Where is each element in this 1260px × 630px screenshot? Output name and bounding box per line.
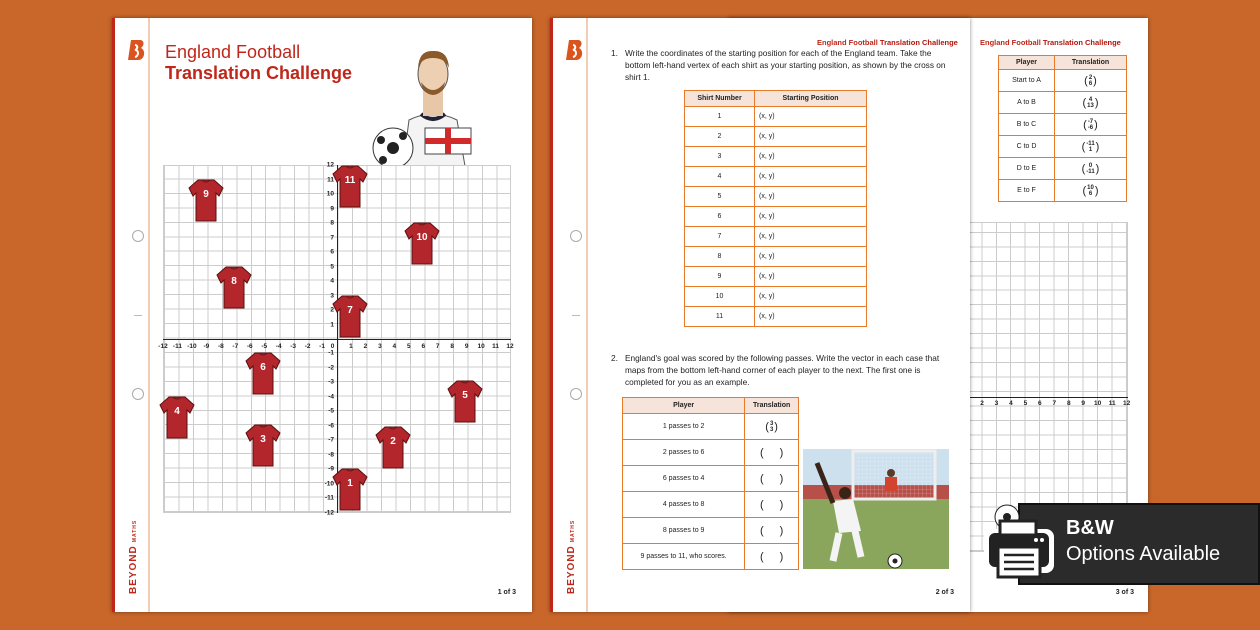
vector-values bbox=[1086, 163, 1094, 175]
y-tick-label: -7 bbox=[328, 436, 334, 444]
shirt-number: 3 bbox=[260, 434, 266, 445]
x-tick-label: -9 bbox=[203, 343, 210, 350]
vector-bottom: 13 bbox=[1087, 102, 1094, 109]
footballer-illustration bbox=[353, 40, 513, 166]
player-cell: 9 passes to 11, who scores. bbox=[623, 544, 745, 570]
vector-values bbox=[1089, 75, 1092, 87]
shirt-number: 5 bbox=[462, 390, 468, 401]
x-tick-label: -1 bbox=[319, 343, 325, 350]
x-tick-label: -2 bbox=[304, 343, 311, 350]
table-row bbox=[999, 136, 1127, 158]
x-tick-label: 12 bbox=[506, 343, 514, 350]
shirt-number: 10 bbox=[416, 232, 428, 243]
shirt-11 bbox=[332, 164, 368, 208]
player-cell: B to C bbox=[999, 114, 1055, 136]
table-row bbox=[623, 440, 799, 466]
x-tick-label: 6 bbox=[1038, 400, 1042, 407]
vector-top: 2 bbox=[1088, 74, 1093, 81]
shirt-number: 9 bbox=[203, 189, 209, 200]
player-cell: 6 passes to 4 bbox=[623, 466, 745, 492]
brand-logo-text: BEYONDMATHS bbox=[566, 519, 577, 594]
vector-top: 4 bbox=[1088, 96, 1093, 103]
margin-line bbox=[586, 18, 588, 612]
table-row bbox=[623, 544, 799, 570]
vector-top: 10 bbox=[1087, 184, 1094, 191]
y-tick-label: -6 bbox=[328, 422, 334, 430]
vector-values bbox=[1086, 141, 1094, 153]
vector-values bbox=[1087, 185, 1094, 197]
page-header: England Football Translation Challenge bbox=[817, 38, 958, 47]
vector: ( -7 -6 ) bbox=[1083, 118, 1098, 131]
x-tick-label: 8 bbox=[450, 343, 454, 350]
x-tick-label: 7 bbox=[435, 343, 440, 350]
translation-cell bbox=[745, 544, 799, 570]
player-cell: D to E bbox=[999, 158, 1055, 180]
y-tick-label: 2 bbox=[330, 306, 334, 314]
shirt-number: 11 bbox=[344, 175, 356, 186]
vector-bottom: -11 bbox=[1086, 168, 1095, 175]
translation-cell bbox=[1054, 158, 1126, 180]
vector: ( 0 -11 ) bbox=[1081, 162, 1100, 175]
table-row bbox=[685, 287, 867, 307]
vector-top: -7 bbox=[1087, 118, 1094, 125]
x-tick-label: 9 bbox=[1081, 400, 1086, 407]
shirt-2 bbox=[375, 425, 411, 469]
shirt-number-cell: 3 bbox=[685, 147, 755, 167]
vector: ( ) bbox=[759, 550, 784, 563]
printer-icon bbox=[980, 495, 1060, 585]
shirt-number-cell: 1 bbox=[685, 107, 755, 127]
vector-values bbox=[1088, 119, 1093, 131]
x-tick-label: 4 bbox=[392, 343, 397, 350]
x-tick-label: 9 bbox=[464, 343, 469, 350]
vector: ( -11 1 ) bbox=[1081, 140, 1100, 153]
y-tick-label: -10 bbox=[324, 480, 334, 488]
shirt-number-cell: 5 bbox=[685, 187, 755, 207]
y-tick-label: -5 bbox=[328, 407, 334, 415]
shirt-number: 4 bbox=[174, 406, 180, 417]
shirt-7 bbox=[332, 294, 368, 338]
x-tick-label: -7 bbox=[232, 343, 239, 350]
badge-subtitle: Options Available bbox=[1066, 543, 1221, 565]
shirt-number: 2 bbox=[390, 436, 396, 447]
x-tick-label: 8 bbox=[1066, 400, 1071, 407]
table-row bbox=[999, 158, 1127, 180]
table-row bbox=[623, 492, 799, 518]
table-row bbox=[685, 107, 867, 127]
y-tick-label: -2 bbox=[328, 364, 334, 372]
vector: ( ) bbox=[759, 524, 784, 537]
starting-position-cell: (x, y) bbox=[755, 187, 867, 207]
table-row bbox=[623, 466, 799, 492]
logo-icon bbox=[565, 38, 585, 62]
y-tick-label: -9 bbox=[328, 465, 334, 473]
page-title: England Football Translation Challenge bbox=[165, 42, 353, 83]
shirt-number-cell: 6 bbox=[685, 207, 755, 227]
x-tick-label: 10 bbox=[477, 343, 485, 350]
table-row bbox=[685, 187, 867, 207]
vector: ( ) bbox=[759, 472, 784, 485]
starting-position-cell: (x, y) bbox=[755, 127, 867, 147]
table-row bbox=[685, 267, 867, 287]
x-tick-label: -8 bbox=[217, 343, 224, 350]
x-tick-label: 2 bbox=[363, 343, 368, 350]
starting-position-cell: (x, y) bbox=[755, 247, 867, 267]
starting-position-cell: (x, y) bbox=[755, 147, 867, 167]
x-tick-label: 1 bbox=[349, 343, 353, 350]
translation-cell bbox=[745, 466, 799, 492]
y-tick-label: 9 bbox=[330, 205, 334, 213]
shirt-3 bbox=[245, 423, 281, 467]
x-tick-label: -3 bbox=[290, 343, 297, 350]
player-cell: E to F bbox=[999, 180, 1055, 202]
y-axis bbox=[337, 165, 338, 513]
shirt-number-cell: 7 bbox=[685, 227, 755, 247]
y-tick-label: 8 bbox=[330, 219, 334, 227]
starting-position-cell: (x, y) bbox=[755, 227, 867, 247]
question-2: 2. England's goal was scored by the following passes. Write the vector in each case that maps from the bottom left-hand corner of each player to the next. The first one is completed for you as an example. bbox=[611, 353, 940, 387]
y-tick-label: -8 bbox=[328, 451, 334, 459]
y-tick-label: 5 bbox=[330, 263, 334, 271]
x-tick-label: 12 bbox=[1122, 400, 1131, 407]
column-header: Translation bbox=[1054, 56, 1126, 70]
x-tick-label: 11 bbox=[492, 343, 500, 350]
translation-cell bbox=[745, 414, 799, 440]
shirt-number: 1 bbox=[347, 478, 353, 489]
vector: ( 2 6 ) bbox=[1084, 74, 1097, 87]
column-header: Player bbox=[999, 56, 1055, 70]
shirt-number-cell: 4 bbox=[685, 167, 755, 187]
translation-cell bbox=[1054, 180, 1126, 202]
starting-position-cell: (x, y) bbox=[755, 107, 867, 127]
punch-hole bbox=[570, 230, 582, 242]
badge-title: B&W bbox=[1066, 517, 1114, 539]
y-tick-label: 11 bbox=[327, 176, 334, 184]
vector-values bbox=[1087, 97, 1094, 109]
table-row bbox=[623, 414, 799, 440]
shirt-number-cell: 9 bbox=[685, 267, 755, 287]
x-tick-label: 5 bbox=[407, 343, 411, 350]
page-number: 3 of 3 bbox=[1115, 589, 1134, 596]
table-header-row bbox=[999, 56, 1127, 70]
y-tick-label: -12 bbox=[324, 509, 334, 517]
player-cell: 2 passes to 6 bbox=[623, 440, 745, 466]
goal-scene-illustration bbox=[803, 449, 949, 569]
player-cell: 8 passes to 9 bbox=[623, 518, 745, 544]
translation-cell bbox=[745, 440, 799, 466]
table-row bbox=[685, 247, 867, 267]
x-tick-label: 3 bbox=[994, 400, 999, 407]
worksheet-page-1 bbox=[112, 18, 532, 612]
vector-bottom: 6 bbox=[1088, 80, 1093, 87]
table-row bbox=[999, 180, 1127, 202]
player-cell: Start to A bbox=[999, 70, 1055, 92]
logo-icon bbox=[127, 38, 147, 62]
vector: ( ) bbox=[759, 498, 784, 511]
translation-table bbox=[622, 397, 799, 570]
column-header: Translation bbox=[745, 398, 799, 414]
x-tick-label: 11 bbox=[1108, 400, 1116, 407]
x-tick-label: 0 bbox=[330, 343, 335, 350]
x-tick-label: -5 bbox=[261, 343, 268, 350]
player-cell: 4 passes to 8 bbox=[623, 492, 745, 518]
table-header-row bbox=[623, 398, 799, 414]
fold-mark bbox=[134, 315, 142, 316]
x-tick-label: 6 bbox=[421, 343, 426, 350]
vector-bottom: -6 bbox=[1087, 124, 1094, 131]
shirt-8 bbox=[216, 265, 252, 309]
punch-hole bbox=[132, 388, 144, 400]
translation-cell bbox=[1054, 114, 1126, 136]
starting-position-cell: (x, y) bbox=[755, 307, 867, 327]
y-tick-label: -3 bbox=[328, 378, 334, 386]
x-tick-label: 4 bbox=[1009, 400, 1013, 407]
translation-cell bbox=[745, 518, 799, 544]
y-tick-label: 10 bbox=[326, 190, 334, 198]
shirt-10 bbox=[404, 221, 440, 265]
x-tick-label: -4 bbox=[275, 343, 282, 350]
x-tick-label: -12 bbox=[158, 343, 168, 350]
y-tick-label: 3 bbox=[330, 292, 334, 300]
translation-cell bbox=[1054, 136, 1126, 158]
punch-hole bbox=[132, 230, 144, 242]
starting-position-cell: (x, y) bbox=[755, 167, 867, 187]
table-row bbox=[685, 127, 867, 147]
x-tick-label: 5 bbox=[1023, 400, 1028, 407]
shirt-number: 6 bbox=[260, 362, 266, 373]
shirt-number: 8 bbox=[231, 276, 237, 287]
starting-position-table bbox=[684, 90, 867, 327]
y-tick-label: 7 bbox=[330, 234, 334, 242]
y-tick-label: -4 bbox=[328, 393, 334, 401]
shirt-number-cell: 2 bbox=[685, 127, 755, 147]
worksheet-page-2 bbox=[550, 18, 970, 612]
page-number: 2 of 3 bbox=[935, 589, 954, 596]
column-header: Starting Position bbox=[755, 91, 867, 107]
fold-mark bbox=[572, 315, 580, 316]
x-tick-label: -11 bbox=[172, 343, 182, 350]
margin-line bbox=[148, 18, 150, 612]
shirt-number: 7 bbox=[347, 305, 353, 316]
page-number: 1 of 3 bbox=[497, 589, 516, 596]
table-row bbox=[999, 114, 1127, 136]
table-row bbox=[685, 167, 867, 187]
x-tick-label: 10 bbox=[1094, 400, 1102, 407]
vector-bottom: 1 bbox=[1088, 146, 1093, 153]
vector-bottom: 3 bbox=[769, 426, 774, 433]
brand-logo-text: BEYONDMATHS bbox=[128, 519, 139, 594]
vector: ( 10 6 ) bbox=[1082, 184, 1099, 197]
shirt-number-cell: 10 bbox=[685, 287, 755, 307]
table-row bbox=[685, 227, 867, 247]
table-row bbox=[685, 207, 867, 227]
x-tick-label: 3 bbox=[378, 343, 382, 350]
vector: ( ) bbox=[759, 446, 784, 459]
x-tick-label: -6 bbox=[246, 343, 253, 350]
punch-hole bbox=[570, 388, 582, 400]
vector-values bbox=[770, 421, 773, 433]
shirt-5 bbox=[447, 379, 483, 423]
vector-top: 3 bbox=[769, 420, 774, 427]
y-tick-label: 12 bbox=[326, 161, 334, 169]
player-cell: A to B bbox=[999, 92, 1055, 114]
x-tick-label: -10 bbox=[187, 343, 197, 350]
table-row bbox=[999, 70, 1127, 92]
shirt-6 bbox=[245, 351, 281, 395]
shirt-9 bbox=[188, 178, 224, 222]
answer-table bbox=[998, 55, 1127, 202]
translation-cell bbox=[745, 492, 799, 518]
starting-position-cell: (x, y) bbox=[755, 207, 867, 227]
page-header: England Football Translation Challenge bbox=[980, 38, 1121, 47]
vector: ( 3 3 ) bbox=[765, 420, 778, 433]
starting-position-cell: (x, y) bbox=[755, 267, 867, 287]
vector-top: 0 bbox=[1088, 162, 1093, 169]
player-cell: C to D bbox=[999, 136, 1055, 158]
column-header: Shirt Number bbox=[685, 91, 755, 107]
vector: ( 4 13 ) bbox=[1082, 96, 1099, 109]
shirt-4 bbox=[159, 395, 195, 439]
table-row bbox=[623, 518, 799, 544]
table-row bbox=[685, 147, 867, 167]
question-1: 1. Write the coordinates of the starting position for each of the England team. Take the bottom left-hand vertex of each shirt as your starting position, as shown by the cross on shirt 1. bbox=[611, 48, 946, 82]
translation-cell bbox=[1054, 92, 1126, 114]
shirt-number-cell: 11 bbox=[685, 307, 755, 327]
shirt-1 bbox=[332, 467, 368, 511]
column-header: Player bbox=[623, 398, 745, 414]
y-tick-label: 1 bbox=[330, 321, 334, 329]
x-tick-label: 2 bbox=[980, 400, 984, 407]
vector-bottom: 6 bbox=[1088, 190, 1093, 197]
translation-cell bbox=[1054, 70, 1126, 92]
y-tick-label: 6 bbox=[330, 248, 334, 256]
player-cell: 1 passes to 2 bbox=[623, 414, 745, 440]
y-tick-label: 4 bbox=[330, 277, 334, 285]
table-header-row bbox=[685, 91, 867, 107]
vector-top: -11 bbox=[1086, 140, 1095, 147]
shirt-number-cell: 8 bbox=[685, 247, 755, 267]
x-tick-label: 7 bbox=[1052, 400, 1057, 407]
starting-position-cell: (x, y) bbox=[755, 287, 867, 307]
table-row bbox=[999, 92, 1127, 114]
y-tick-label: -11 bbox=[324, 494, 334, 502]
y-tick-label: -1 bbox=[328, 349, 334, 357]
table-row bbox=[685, 307, 867, 327]
